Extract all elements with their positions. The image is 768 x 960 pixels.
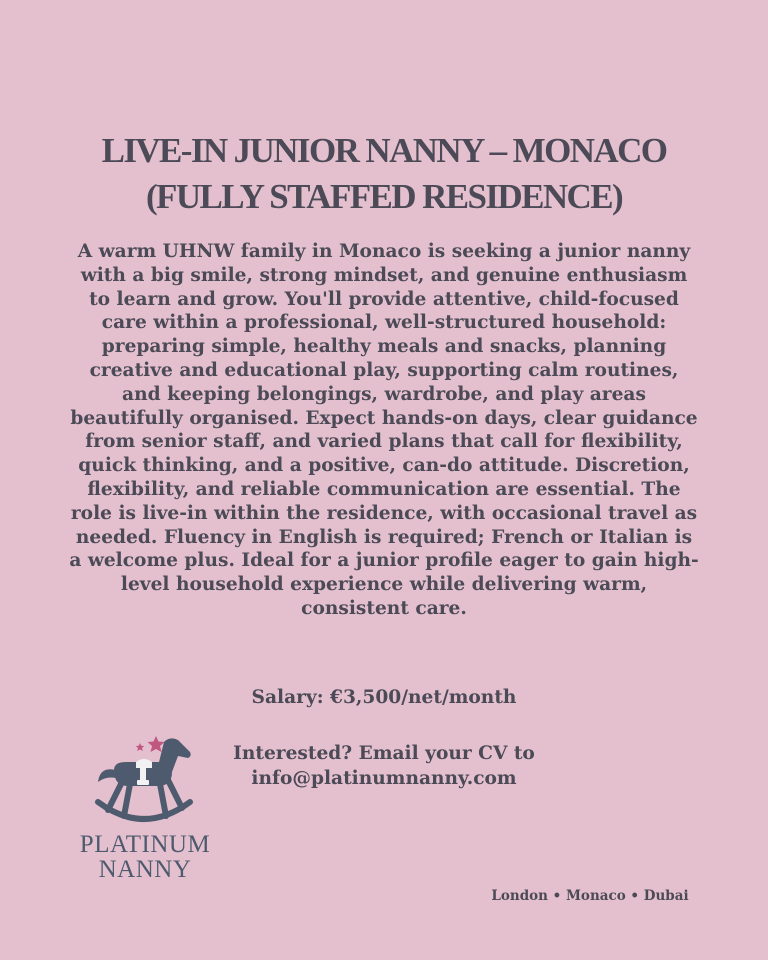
description-line: level household experience while delivering warm, <box>120 574 648 596</box>
description-line: care within a professional, well-structured household: <box>101 312 667 334</box>
description-line: and keeping belongings, wardrobe, and play areas <box>122 383 646 405</box>
description-line: from senior staff, and varied plans that call for flexibility, <box>85 431 683 453</box>
job-title-line-1: LIVE-IN JUNIOR NANNY – MONACO <box>101 131 667 170</box>
logo-wordmark <box>70 832 220 882</box>
description-line: to learn and grow. You'll provide attentive, child-focused <box>89 288 679 310</box>
job-title-line-2: (FULLY STAFFED RESIDENCE) <box>145 177 622 216</box>
platinum-nanny-logo <box>70 736 220 886</box>
description-line: role is live-in within the residence, with occasional travel as <box>70 502 698 524</box>
star-icon <box>136 743 145 751</box>
salary-text: Salary: €3,500/net/month <box>251 687 517 708</box>
description-line: preparing simple, healthy meals and snacks, planning <box>101 336 667 358</box>
description-line: a welcome plus. Ideal for a junior profile eager to gain high- <box>69 550 699 572</box>
description-line: A warm UHNW family in Monaco is seeking a junior nanny <box>77 241 691 262</box>
logo-text-line-2: NANNY <box>98 856 192 883</box>
office-locations: London • Monaco • Dubai <box>491 888 689 904</box>
description-line: beautifully organised. Expect hands-on days, clear guidance <box>70 407 698 429</box>
description-line: creative and educational play, supporting calm routines, <box>89 359 679 381</box>
description-line: consistent care. <box>301 597 467 619</box>
description-line: flexibility, and reliable communication are essential. The <box>87 478 681 500</box>
contact-info <box>200 741 568 791</box>
job-title <box>0 128 768 220</box>
rocking-horse-icon <box>92 736 196 832</box>
contact-prompt: Interested? Email your CV to <box>233 743 535 764</box>
description-line: quick thinking, and a positive, can-do attitude. Discretion, <box>78 455 690 477</box>
logo-text-line-1: PLATINUM <box>79 831 211 858</box>
contact-email[interactable]: info@platinumnanny.com <box>251 768 517 789</box>
job-description <box>60 240 708 621</box>
description-line: with a big smile, strong mindset, and genuine enthusiasm <box>80 264 688 286</box>
star-icon <box>148 736 165 752</box>
description-line: needed. Fluency in English is required; French or Italian is <box>75 526 693 548</box>
